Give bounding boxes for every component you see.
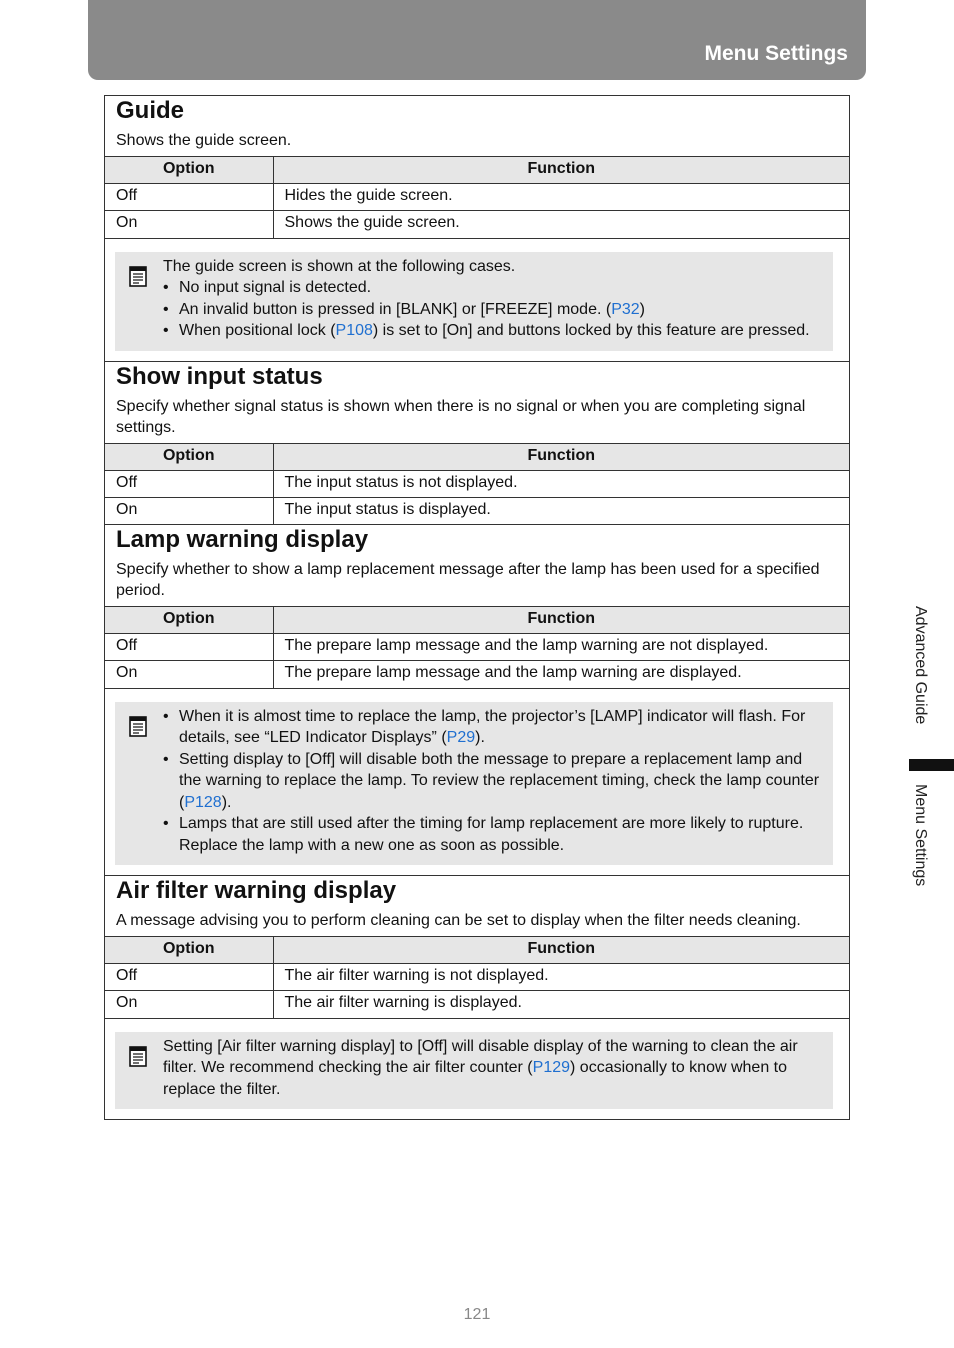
note-bullet [163, 320, 823, 342]
note-text: An invalid button is pressed in [BLANK] or [FREEZE] mode. ( [179, 300, 612, 318]
note-text: ). [475, 729, 485, 746]
note-text: ) occasionally to know when to replace the filter. [163, 1059, 788, 1098]
page-link[interactable]: P129 [532, 1059, 571, 1076]
note-text: When it is almost time to replace the lamp, the projector’s [LAMP] indicator will flash. For details, see “LED Indicator Displays” ( [179, 707, 806, 746]
table-header-row [105, 157, 849, 184]
page-link[interactable]: P108 [335, 322, 373, 339]
option-cell: Off [105, 634, 273, 661]
function-cell: The input status is displayed. [273, 497, 849, 524]
table-header-row [105, 937, 849, 964]
note-box [115, 252, 833, 351]
section-title: Show input status [116, 362, 323, 390]
header-bar [88, 0, 866, 80]
note-bullet [163, 813, 823, 856]
option-cell: Off [105, 470, 273, 497]
table-row [105, 991, 849, 1018]
note-box [115, 1032, 833, 1110]
section-description: A message advising you to perform cleaning can be set to display when the filter needs cleaning. [116, 912, 801, 929]
table-row [105, 211, 849, 238]
side-tab-menu-settings[interactable]: Menu Settings [912, 784, 929, 887]
options-table [105, 936, 849, 1018]
section-lamp-warning [105, 524, 849, 875]
note-wrapper [105, 688, 849, 876]
note-text: No input signal is detected. [179, 279, 372, 296]
section-description: Shows the guide screen. [116, 132, 292, 149]
section-title: Air filter warning display [116, 877, 397, 904]
column-header-function: Function [273, 937, 849, 964]
main-content [104, 95, 850, 1120]
memo-icon [127, 1044, 149, 1068]
function-cell: The prepare lamp message and the lamp warning are not displayed. [273, 634, 849, 661]
note-text: ) is set to [On] and buttons locked by this feature are pressed. [372, 322, 810, 339]
option-cell: Off [105, 964, 273, 991]
side-tab-advanced-guide[interactable]: Advanced Guide [912, 606, 929, 725]
note-text: ) [639, 300, 645, 318]
table-row [105, 964, 849, 991]
column-header-function: Function [273, 607, 849, 634]
column-header-option: Option [105, 937, 273, 964]
note-list [163, 706, 823, 857]
note-text: Lamps that are still used after the timing for lamp replacement are more likely to rupture. Replace the lamp with a new one as soon as possible. [179, 815, 804, 854]
option-cell: On [105, 497, 273, 524]
table-row [105, 184, 849, 211]
note-paragraph [163, 1036, 823, 1101]
table-row [105, 497, 849, 524]
note-list [163, 277, 823, 342]
note-text: Setting [Air filter warning display] to [Off] will disable display of the warning to clean the air filter. We recommend checking the air filter counter ( [163, 1037, 798, 1076]
note-text: ). [221, 793, 232, 811]
table-row [105, 661, 849, 688]
table-header-row [105, 443, 849, 470]
note-intro: The guide screen is shown at the following cases. [163, 257, 516, 275]
option-cell: On [105, 661, 273, 688]
function-cell: Hides the guide screen. [273, 184, 849, 211]
function-cell: The input status is not displayed. [273, 470, 849, 497]
note-bullet [163, 277, 823, 299]
column-header-option: Option [105, 157, 273, 184]
section-air-filter-warning [105, 875, 849, 1119]
memo-icon [127, 264, 149, 288]
options-table [105, 443, 849, 525]
column-header-function: Function [273, 157, 849, 184]
memo-icon [127, 714, 149, 738]
page-number: 121 [463, 1306, 491, 1323]
column-header-function: Function [273, 443, 849, 470]
section-show-input-status [105, 361, 849, 525]
page-link[interactable]: P29 [446, 729, 476, 746]
section-description: Specify whether to show a lamp replacement message after the lamp has been used for a specified period. [116, 561, 820, 599]
function-cell: Shows the guide screen. [273, 211, 849, 238]
section-title: Guide [116, 97, 185, 124]
note-text: Setting display to [Off] will disable both the message to prepare a replacement lamp and the warning to replace the lamp. To review the replacement timing, check the lamp counter ( [179, 750, 820, 811]
table-header-row [105, 607, 849, 634]
option-cell: On [105, 991, 273, 1018]
section-description: Specify whether signal status is shown when there is no signal or when you are completing signal settings. [116, 397, 806, 436]
side-tab-indicator [909, 759, 954, 771]
table-row [105, 470, 849, 497]
note-box [115, 702, 833, 866]
option-cell: On [105, 211, 273, 238]
page-link[interactable]: P32 [611, 300, 640, 318]
column-header-option: Option [105, 607, 273, 634]
options-table [105, 606, 849, 688]
section-guide [105, 96, 849, 361]
note-bullet [163, 299, 823, 321]
header-title: Menu Settings [704, 42, 848, 65]
function-cell: The prepare lamp message and the lamp warning are displayed. [273, 661, 849, 688]
option-cell: Off [105, 184, 273, 211]
section-title: Lamp warning display [116, 526, 369, 553]
function-cell: The air filter warning is not displayed. [273, 964, 849, 991]
note-wrapper [105, 1018, 849, 1120]
table-row [105, 634, 849, 661]
note-bullet [163, 706, 823, 749]
function-cell: The air filter warning is displayed. [273, 991, 849, 1018]
note-text: When positional lock ( [179, 322, 336, 339]
column-header-option: Option [105, 443, 273, 470]
note-bullet [163, 749, 823, 814]
note-wrapper [105, 238, 849, 361]
page-link[interactable]: P128 [184, 793, 222, 811]
options-table [105, 156, 849, 238]
